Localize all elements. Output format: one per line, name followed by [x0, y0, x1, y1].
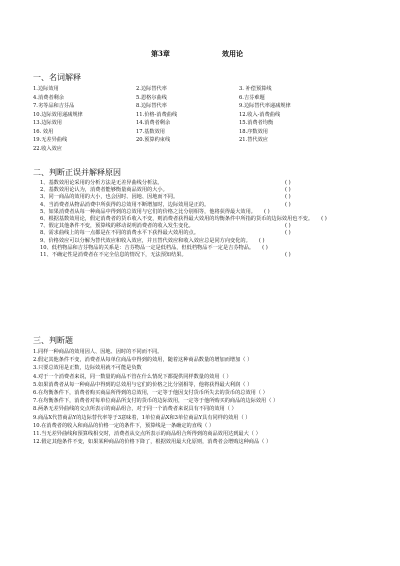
question-text: 9、价格效应可以分解为替代效应和收入效应，并且替代效应和收入效应总是同方向变化的。 [40, 237, 251, 244]
answer-blank[interactable]: ( ) [321, 216, 327, 223]
question-item [40, 230, 370, 237]
term-item: 19.无差异曲线 [33, 137, 68, 143]
term-item [136, 145, 239, 154]
question-text: 5、如果消费者从每一种商品中得到的总效用与它们的价格之比分别相等，他将获得最大效用。 [40, 208, 256, 215]
question-item [40, 209, 370, 216]
terms-row [33, 136, 373, 145]
term-item: 13.边际效用 [33, 120, 62, 126]
answer-blank[interactable]: ( ) [285, 194, 291, 201]
judgement-item: 3.只要总效用是正数，边际效用就不可能是负数 [33, 365, 142, 372]
judgement-item: 4.对于一个消费者来说，同一数量的商品不管在什么情况下都提供同样数量的效用（ ） [33, 373, 232, 380]
judgement-item: 2.假定其他条件不变，消费者从每单位商品中得到的效用，随着这种商品数量的增加而增加（ ） [33, 357, 253, 364]
terms-row [33, 119, 373, 128]
judgement-item: 7.在均衡条件下，消费者对每单位商品所支付的货币的边际效用，一定等于他所购买的商品的边际效用（ ） [33, 398, 279, 405]
question-text: 10、低档物品和吉芬物品的关系是：吉芬物品一定是低档品，但低档物品不一定是吉芬物品。 [40, 244, 255, 251]
answer-blank[interactable]: ( ) [285, 230, 291, 237]
judgement-item: 5.如果消费者从每一种商品中得到的总效用与它们的价格之比分别相等，他将获得最大利润（ ） [33, 381, 253, 388]
term-item: 21.替代效应 [239, 137, 268, 143]
question-text: 2、基数效用论认为，消费者能够衡量商品效用的大小。 [40, 187, 168, 194]
judgement-item: 11.当无差异曲线和预算线相交时，消费者从交点所表示的商品组合所得到的商品效用达到最大（ ） [33, 431, 261, 438]
question-text: 8、需求曲线上的每一点都是在不同的消费水平下获得最大效用的点。 [40, 230, 199, 237]
question-text: 1、基数效用论采用的分析方法是无差异曲线分析法。 [40, 180, 163, 186]
terms-row [33, 145, 373, 154]
answer-blank[interactable]: ( ) [264, 208, 270, 215]
answer-blank[interactable]: ( ) [285, 223, 291, 230]
question-text: 7、假定其他条件不变，预算线的移动说明消费者的收入发生变化。 [40, 223, 194, 230]
judgement-item: 9.商品X代替商品Y的边际替代率等于3意味着，1单位商品X和3单位商品Y具有同样的效用（ ） [33, 414, 251, 421]
term-item: 1.边际效用 [33, 86, 59, 92]
term-item: 8.边际替代率 [136, 103, 167, 109]
term-item: 12.收入-消费曲线 [239, 111, 281, 118]
term-item: 20.预算约束线 [136, 137, 171, 143]
answer-blank[interactable]: ( ) [262, 244, 268, 251]
judgement-item: 8.两条无差异曲线的交点所表示的商品组合，对于同一个消费者来说具有不同的效用（ ） [33, 406, 237, 413]
section-heading-judgement: 三、判断题 [33, 336, 73, 345]
term-item: 14.消费者剩余 [136, 120, 171, 126]
judgement-item: 1.同样一种商品的效用因人、因地、因时的不同而不同。 [33, 349, 163, 355]
question-item [40, 252, 370, 259]
terms-row [33, 128, 373, 137]
terms-row [33, 94, 373, 103]
term-item [239, 145, 369, 154]
judgement-item: 12.假定其他条件不变，如果某种商品的价格下降了，根据效用最大化原则，消费者会增购这种商品（ ） [33, 439, 272, 446]
chapter-title: 效用论 [222, 49, 243, 58]
question-text: 3、同一商品的效用的大小，也会因时、因地、因地而不同。 [40, 194, 179, 201]
answer-blank[interactable]: ( ) [285, 252, 291, 259]
term-item: 15.消费者均衡 [239, 120, 274, 126]
question-list-section2 [40, 180, 370, 259]
term-item: 9.边际替代率递减规律 [239, 103, 291, 109]
section-heading-true-false-explain: 二、判断正误并解释原因 [33, 168, 121, 177]
question-item [40, 238, 370, 245]
terms-row [33, 111, 373, 120]
question-item [40, 245, 370, 252]
term-item: 2.边际替代率 [136, 86, 167, 92]
term-item: 10.边际效用递减规律 [33, 111, 83, 118]
question-list-section3 [33, 348, 378, 446]
term-item: 18.序数效用 [239, 128, 268, 135]
terms-row [33, 102, 373, 111]
question-text: 11、不确定性是消费者在不完全信息的情况下，无法预知结果。 [40, 252, 187, 259]
term-item: 6.吉芬难题 [239, 94, 265, 101]
document-title [0, 49, 400, 61]
question-item [40, 202, 370, 209]
term-item: 16. 效用 [33, 128, 54, 135]
term-item: 11.价格-消费曲线 [136, 111, 178, 118]
term-item: 4.消费者剩余 [33, 94, 64, 101]
question-text: 6、根据基数效用论，假定消费者的货币收入不变，则消费者获得最大效用的均衡条件中所指的货币的边际效用也不变。 [40, 216, 314, 223]
term-item: 17.基数效用 [136, 128, 165, 135]
term-item: 5.恩格尔曲线 [136, 94, 167, 101]
answer-blank[interactable]: ( ) [285, 187, 291, 194]
section-heading-terms: 一、名词解释 [33, 73, 81, 82]
term-item: 3. 补偿预算线 [239, 86, 272, 92]
question-text: 4、当消费者从物品消费中所获得的总效用不断增加时，边际效用是正的。 [40, 201, 210, 208]
answer-blank[interactable]: ( ) [285, 201, 291, 208]
terms-grid [33, 85, 373, 153]
term-item: 7.劣等品和吉芬品 [33, 103, 75, 109]
answer-blank[interactable]: ( ) [285, 180, 291, 186]
judgement-item: 10.在消费者的收入和商品的价格一定的条件下，预算线是一条确定的直线（ ） [33, 422, 215, 429]
answer-blank[interactable]: ( ) [258, 237, 265, 244]
judgement-item: 6.在均衡条件下，消费者购买商品所得到的总效用，一定等于他因支付货币所失去的货币的总效用（ ） [33, 390, 268, 397]
terms-row [33, 85, 373, 94]
term-item: 22.收入效应 [33, 145, 62, 152]
chapter-number: 第3章 [151, 49, 170, 58]
question-item [40, 194, 370, 201]
